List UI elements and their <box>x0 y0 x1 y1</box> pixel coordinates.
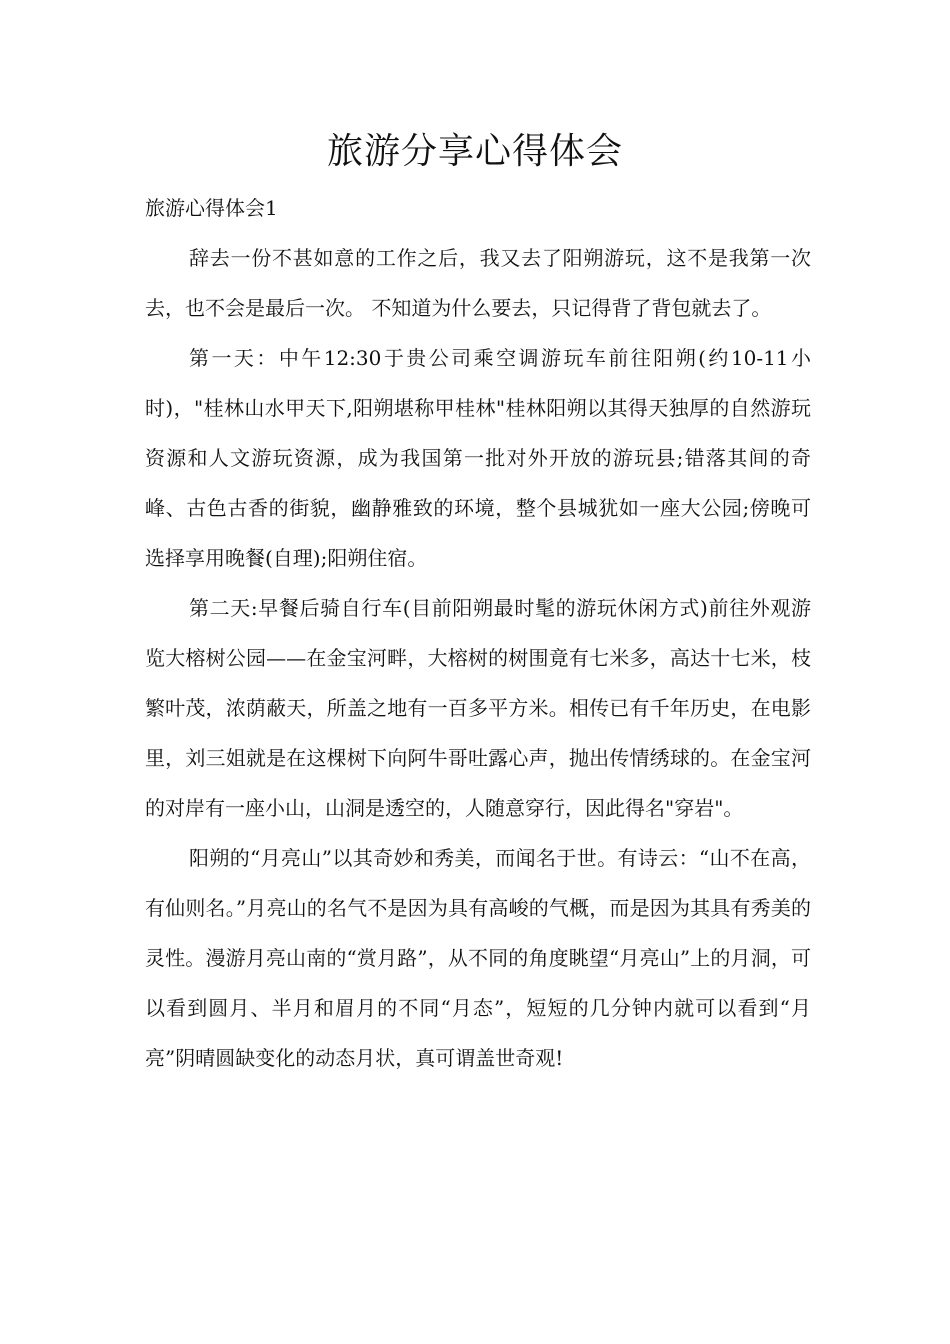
paragraph-moon-hill: 阳朔的“月亮山”以其奇妙和秀美，而闻名于世。有诗云：“山不在高，有仙则名。”月亮山的名气不是因为具有高峻的气概，而是因为其具有秀美的灵性。漫游月亮山南的“赏月路”，从不同的角度眺望“月亮山”上的月洞，可以看到圆月、半月和眉月的不同“月态”，短短的几分钟内就可以看到“月亮”阴晴圆缺变化的动态月状，真可谓盖世奇观! <box>145 846 811 1070</box>
paragraph-day-two: 第二天:早餐后骑自行车(目前阳朔最时髦的游玩休闲方式)前往外观游览大榕树公园——在金宝河畔，大榕树的树围竟有七米多，高达十七米，枝繁叶茂，浓荫蔽天，所盖之地有一百多平方米。相传已有千年历史，在电影里，刘三姐就是在这棵树下向阿牛哥吐露心声，抛出传情绣球的。在金宝河的对岸有一座小山，山洞是透空的，人随意穿行，因此得名"穿岩"。 <box>145 596 811 820</box>
paragraph-intro: 辞去一份不甚如意的工作之后，我又去了阳朔游玩，这不是我第一次去，也不会是最后一次。 不知道为什么要去，只记得背了背包就去了。 <box>145 246 811 320</box>
document-body <box>145 183 811 1083</box>
document-title: 旅游分享心得体会 <box>326 131 623 172</box>
section-subheading: 旅游心得体会1 <box>145 196 278 220</box>
paragraph-day-one: 第一天：中午12:30于贵公司乘空调游玩车前往阳朔(约10-11小时)，"桂林山水甲天下,阳朔堪称甲桂林"桂林阳朔以其得天独厚的自然游玩资源和人文游玩资源，成为我国第一批对外开放的游玩县;错落其间的奇峰、古色古香的街貌，幽静雅致的环境，整个县城犹如一座大公园;傍晚可选择享用晚餐(自理);阳朔住宿。 <box>145 346 811 570</box>
